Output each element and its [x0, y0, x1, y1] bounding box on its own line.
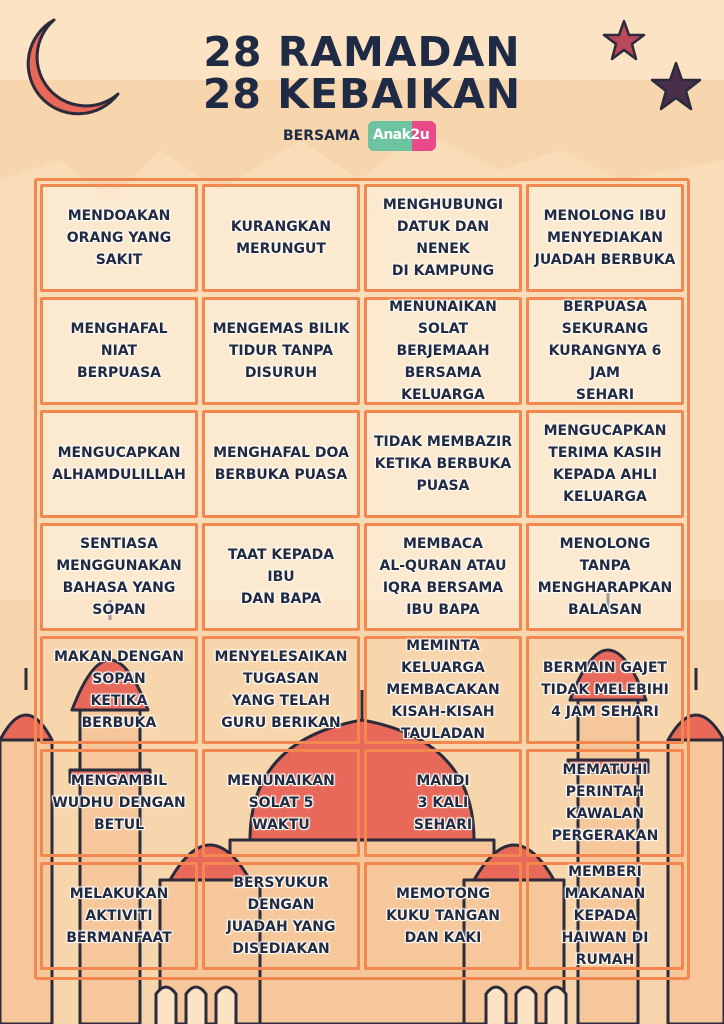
kebaikan-cell: MAKAN DENGAN SOPAN KETIKA BERBUKA	[40, 636, 198, 744]
kebaikan-cell: MENGHAFAL DOA BERBUKA PUASA	[202, 410, 360, 518]
page-title-line2: 28 KEBAIKAN	[202, 70, 522, 118]
kebaikan-grid	[40, 184, 685, 970]
kebaikan-cell: MENYELESAIKAN TUGASAN YANG TELAH GURU BERIKAN	[202, 636, 360, 744]
kebaikan-cell: MENGAMBIL WUDHU DENGAN BETUL	[40, 749, 198, 857]
logo-text: Anak2u	[373, 127, 430, 143]
anak2u-logo	[368, 121, 436, 151]
kebaikan-cell: BERPUASA SEKURANG KURANGNYA 6 JAM SEHARI	[526, 297, 684, 405]
kebaikan-cell: MENGUCAPKAN TERIMA KASIH KEPADA AHLI KELUARGA	[526, 410, 684, 518]
kebaikan-cell: TAAT KEPADA IBU DAN BAPA	[202, 523, 360, 631]
bersama-label: BERSAMA	[283, 128, 360, 144]
kebaikan-cell: MENGUCAPKAN ALHAMDULILLAH	[40, 410, 198, 518]
kebaikan-cell: MENOLONG IBU MENYEDIAKAN JUADAH BERBUKA	[526, 184, 684, 292]
kebaikan-cell: MANDI 3 KALI SEHARI	[364, 749, 522, 857]
kebaikan-cell: MELAKUKAN AKTIVITI BERMANFAAT	[40, 862, 198, 970]
kebaikan-cell: MEMBACA AL-QURAN ATAU IQRA BERSAMA IBU BAPA	[364, 523, 522, 631]
kebaikan-cell: MENGHAFAL NIAT BERPUASA	[40, 297, 198, 405]
kebaikan-cell: BERMAIN GAJET TIDAK MELEBIHI 4 JAM SEHARI	[526, 636, 684, 744]
kebaikan-cell: BERSYUKUR DENGAN JUADAH YANG DISEDIAKAN	[202, 862, 360, 970]
kebaikan-cell: MEMATUHI PERINTAH KAWALAN PERGERAKAN	[526, 749, 684, 857]
kebaikan-cell: SENTIASA MENGGUNAKAN BAHASA YANG SOPAN	[40, 523, 198, 631]
kebaikan-cell: MEMBERI MAKANAN KEPADA HAIWAN DI RUMAH	[526, 862, 684, 970]
kebaikan-cell: MENOLONG TANPA MENGHARAPKAN BALASAN	[526, 523, 684, 631]
kebaikan-cell: MENUNAIKAN SOLAT BERJEMAAH BERSAMA KELUARGA	[364, 297, 522, 405]
kebaikan-cell: MENGHUBUNGI DATUK DAN NENEK DI KAMPUNG	[364, 184, 522, 292]
kebaikan-cell: MEMOTONG KUKU TANGAN DAN KAKI	[364, 862, 522, 970]
kebaikan-cell: MEMINTA KELUARGA MEMBACAKAN KISAH-KISAH TAULADAN	[364, 636, 522, 744]
kebaikan-cell: TIDAK MEMBAZIR KETIKA BERBUKA PUASA	[364, 410, 522, 518]
page-title-line1: 28 RAMADAN	[203, 28, 521, 76]
kebaikan-cell: MENDOAKAN ORANG YANG SAKIT	[40, 184, 198, 292]
kebaikan-cell: KURANGKAN MERUNGUT	[202, 184, 360, 292]
kebaikan-cell: MENUNAIKAN SOLAT 5 WAKTU	[202, 749, 360, 857]
kebaikan-cell: MENGEMAS BILIK TIDUR TANPA DISURUH	[202, 297, 360, 405]
